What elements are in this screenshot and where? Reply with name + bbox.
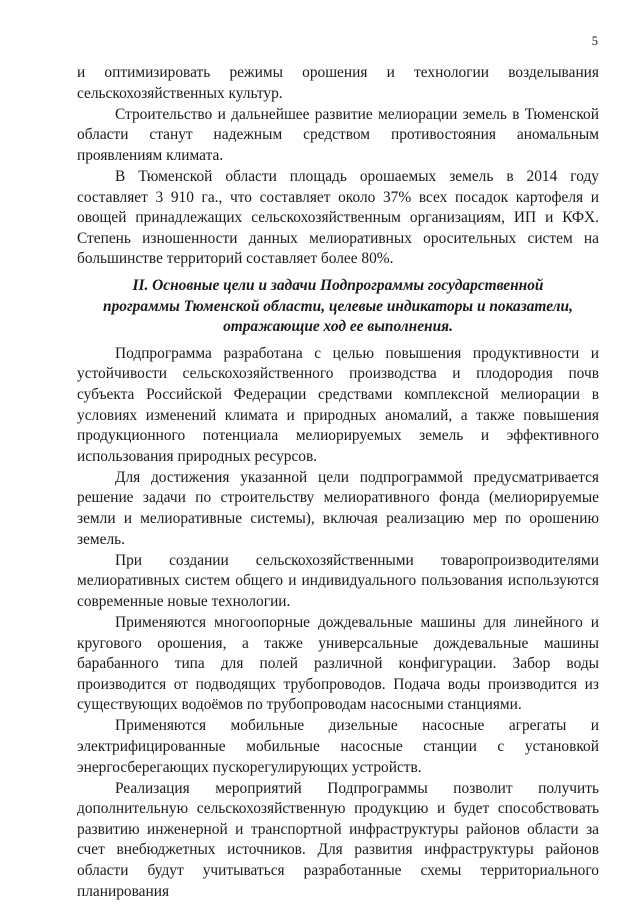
paragraph-continuation: и оптимизировать режимы орошения и технологии возделывания сельскохозяйственных культур. xyxy=(77,64,599,102)
document-body xyxy=(77,63,599,902)
paragraph: Для достижения указанной цели подпрограммой предусматривается решение задачи по строительству мелиоративного фонда (мелиорируемые земли и мелиоративные системы), включая реализацию мер по орошению земель. xyxy=(77,468,599,548)
paragraph: Реализация мероприятий Подпрограммы позволит получить дополнительную сельскохозяйственную продукцию и будет способствовать развитию инженерной и транспортной инфраструктуры районов области за счет внебюджетных источников. Для развития инфраструктуры районов области будут учитываться разработанные схемы территориального планирования xyxy=(77,779,599,900)
page-number: 5 xyxy=(591,34,598,48)
section-heading-line: II. Основные цели и задачи Подпрограммы государственной xyxy=(132,276,544,294)
paragraph: Применяются мобильные дизельные насосные агрегаты и электрифицированные мобильные насосные станции с установкой энергосберегающих пускорегулирующих устройств. xyxy=(77,717,599,776)
paragraph: Применяются многоопорные дождевальные машины для линейного и кругового орошения, а также универсальные дождевальные машины барабанного типа для полей различной конфигурации. Забор воды производится от подводящих трубопроводов. Подача воды производится из существующих водоёмов по трубопроводам насосными станциями. xyxy=(77,613,599,714)
section-heading xyxy=(77,276,599,338)
section-heading-line: отражающие ход ее выполнения. xyxy=(223,318,453,336)
paragraph: При создании сельскохозяйственными товаропроизводителями мелиоративных систем общего и индивидуального пользования используются современные новые технологии. xyxy=(77,551,599,610)
paragraph: Строительство и дальнейшее развитие мелиорации земель в Тюменской области станут надежным средством противостояния аномальным проявлениям климата. xyxy=(77,105,599,164)
paragraph: Подпрограмма разработана с целью повышения продуктивности и устойчивости сельскохозяйственного производства и плодородия почв субъекта Российской Федерации средствами комплексной мелиорации в условиях изменений климата и природных аномалий, а также повышения продукционного потенциала мелиорируемых земель и эффективного использования природных ресурсов. xyxy=(77,344,599,465)
section-heading-line: программы Тюменской области, целевые индикаторы и показатели, xyxy=(103,297,573,315)
paragraph: В Тюменской области площадь орошаемых земель в 2014 году составляет 3 910 га., что составляет около 37% всех посадок картофеля и овощей принадлежащих сельскохозяйственным организациям, ИП и КФХ. Степень изношенности данных мелиоративных оросительных систем на большинстве территорий составляет более 80%. xyxy=(77,167,599,268)
